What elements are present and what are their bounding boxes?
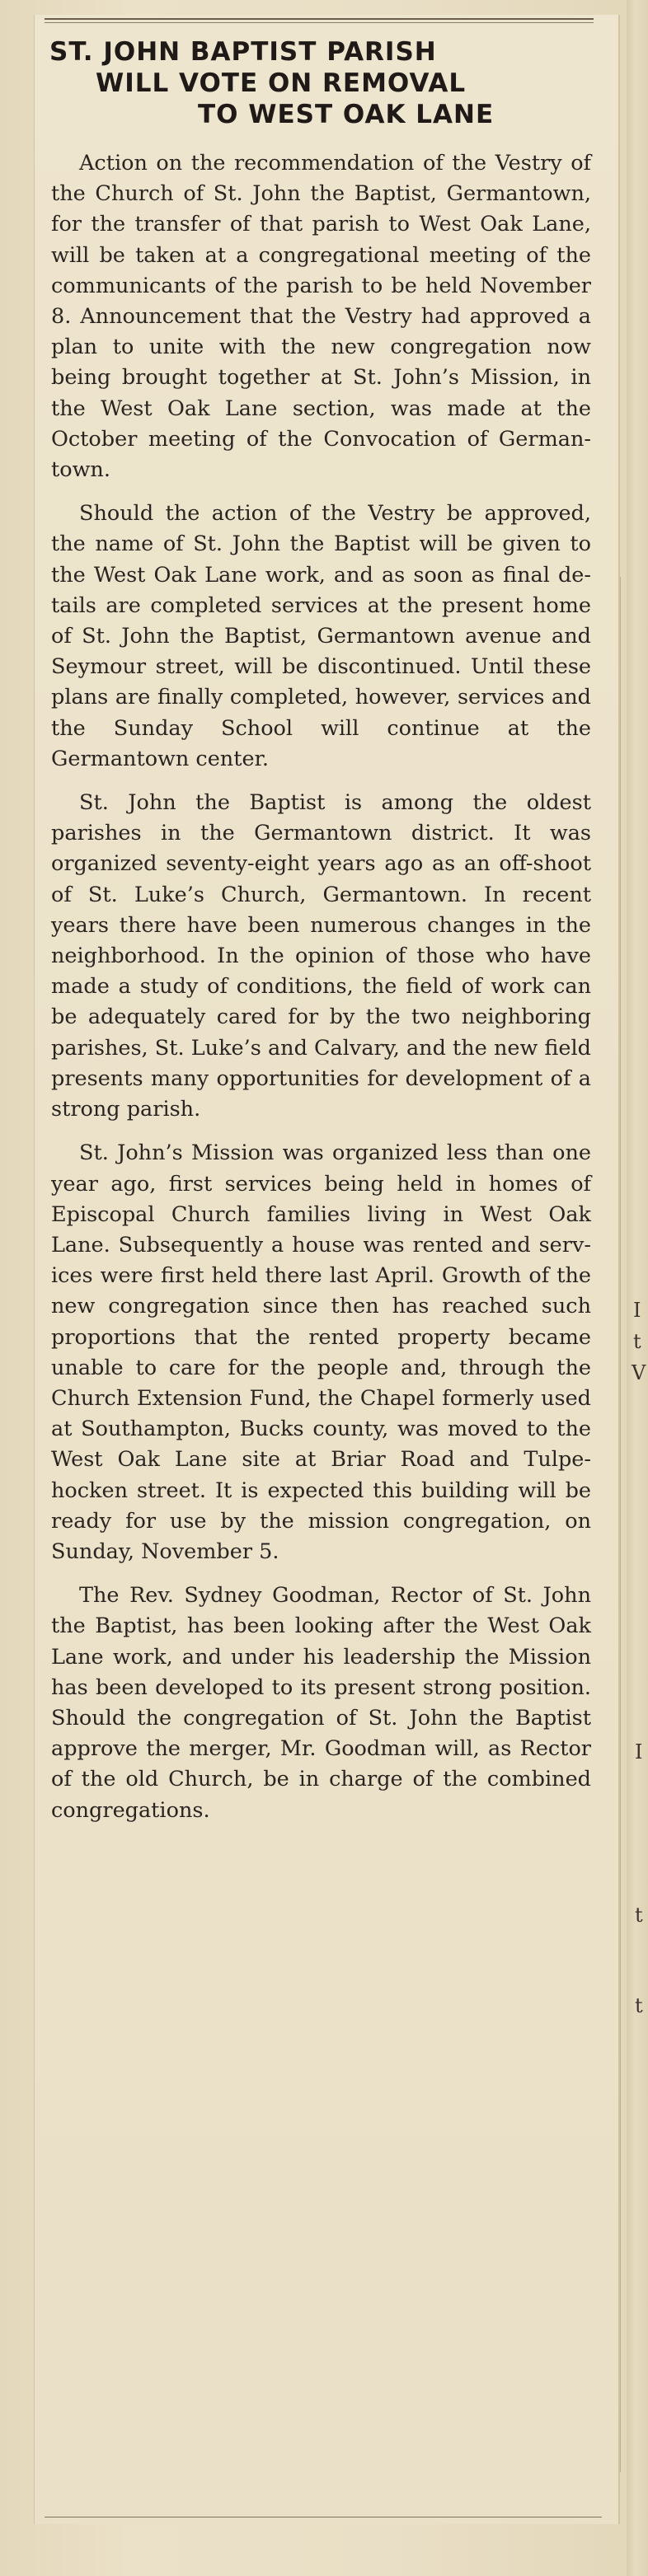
edge-fragment: I [633, 1299, 641, 1322]
headline-line-2: WILL VOTE ON REMOVAL [96, 68, 467, 98]
paragraph-4: St. John’s Mission was organized less than one year ago, first services being held in homes of Episcopal Church families living in West Oak Lane. Subsequently a house was rented and services were first held there last April. Growth of the new congregation since then has reached such proportions that the rented property became unable to care for the people and, through the Church Extension Fund, the Chapel formerly used at Southampton, Bucks county, was moved to the West Oak Lane site at Briar Road and Tulpehocken street. It is expected this building will be ready for use by the mission congregation, on Sunday, November 5. [51, 1140, 591, 1564]
edge-fragment: t [633, 1330, 641, 1353]
headline-line-3: TO WEST OAK LANE [198, 100, 495, 129]
paragraph-2: Should the action of the Vestry be approved, the name of St. John the Baptist will be given to the West Oak Lane work, and as soon as final details are completed services at the present home of St. John the Baptist, Germantown avenue and Seymour street, will be discontinued. Until these plans are finally completed, however, services and the Sunday School will continue at the Germantown center. [51, 501, 591, 771]
edge-fragment: V [632, 1361, 646, 1384]
article-body [51, 148, 591, 1839]
top-rule-thin [45, 22, 594, 23]
top-rule [45, 18, 594, 20]
edge-fragment: t [635, 1904, 643, 1927]
paragraph-3: St. John the Baptist is among the oldest parishes in the Germantown district. It was organized seventy-eight years ago as an off-shoot of St. Luke’s Church, Germantown. In recent years there have been numerous changes in the neighborhood. In the opinion of those who have made a study of conditions, the field of work can be adequately cared for by the two neighboring parishes, St. Luke’s and Calvary, and the new field presents many opportunities for development of a strong parish. [51, 790, 591, 1122]
edge-fragment: I [635, 1740, 643, 1763]
headline-line-1: ST. JOHN BAPTIST PARISH [49, 37, 437, 67]
headline [41, 36, 610, 130]
clipping-edge-line [620, 577, 621, 2472]
edge-fragment: t [635, 1994, 643, 2017]
adjacent-clipping-edge [627, 0, 648, 2576]
paragraph-5: The Rev. Sydney Goodman, Rector of St. John the Baptist, has been looking after the West Oak Lane work, and under his leadership the Mission has been developed to its present strong position. Should the congregation of St. John the Baptist approve the merger, Mr. Goodman will, as Rector of the old Church, be in charge of the combined congregations. [51, 1583, 591, 1823]
paragraph-1: Action on the recommendation of the Vestry of the Church of St. John the Baptist, Germantown, for the transfer of that parish to West Oak Lane, will be taken at a congregational meeting of the communicants of the parish to be held November 8. Announcement that the Vestry had approved a plan to unite with the new congregation now being brought together at St. John’s Mission, in the West Oak Lane section, was made at the October meeting of the Convocation of Germantown. [51, 151, 591, 483]
